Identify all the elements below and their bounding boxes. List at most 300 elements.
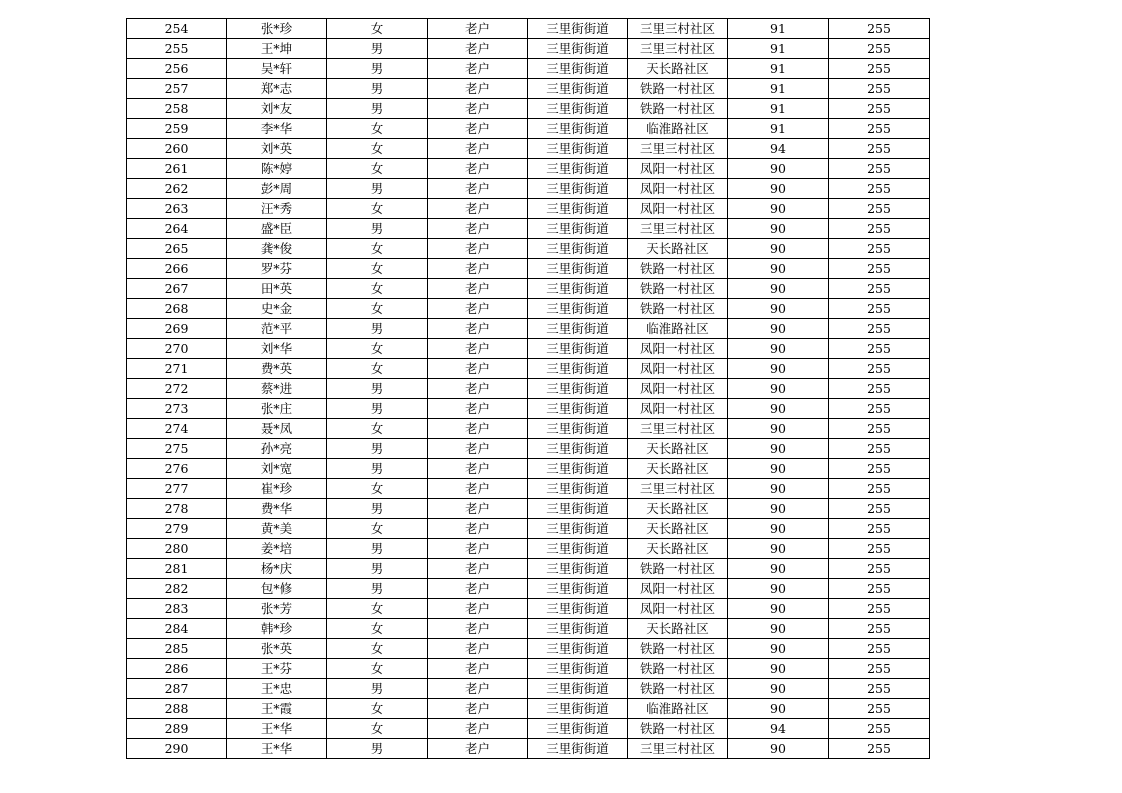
amount-cell: 255: [829, 639, 930, 659]
street-cell: 三里街街道: [528, 639, 628, 659]
household-type-cell: 老户: [428, 499, 528, 519]
table-row: [127, 539, 930, 559]
age-cell: 90: [728, 339, 829, 359]
household-type-cell: 老户: [428, 699, 528, 719]
name-cell: 王*霞: [227, 699, 327, 719]
amount-cell: 255: [829, 439, 930, 459]
row-number-cell: 284: [127, 619, 227, 639]
age-cell: 94: [728, 139, 829, 159]
community-cell: 三里三村社区: [628, 419, 728, 439]
household-type-cell: 老户: [428, 579, 528, 599]
amount-cell: 255: [829, 59, 930, 79]
age-cell: 90: [728, 539, 829, 559]
street-cell: 三里街街道: [528, 419, 628, 439]
row-number-cell: 283: [127, 599, 227, 619]
gender-cell: 男: [327, 59, 428, 79]
row-number-cell: 256: [127, 59, 227, 79]
table-row: [127, 619, 930, 639]
street-cell: 三里街街道: [528, 679, 628, 699]
community-cell: 铁路一村社区: [628, 719, 728, 739]
gender-cell: 女: [327, 119, 428, 139]
household-type-cell: 老户: [428, 519, 528, 539]
roster-table-body: [127, 19, 930, 759]
age-cell: 90: [728, 419, 829, 439]
amount-cell: 255: [829, 279, 930, 299]
age-cell: 90: [728, 659, 829, 679]
household-type-cell: 老户: [428, 139, 528, 159]
row-number-cell: 263: [127, 199, 227, 219]
row-number-cell: 286: [127, 659, 227, 679]
row-number-cell: 278: [127, 499, 227, 519]
age-cell: 90: [728, 179, 829, 199]
age-cell: 90: [728, 559, 829, 579]
age-cell: 94: [728, 719, 829, 739]
street-cell: 三里街街道: [528, 159, 628, 179]
community-cell: 天长路社区: [628, 519, 728, 539]
street-cell: 三里街街道: [528, 339, 628, 359]
household-type-cell: 老户: [428, 379, 528, 399]
gender-cell: 女: [327, 639, 428, 659]
name-cell: 张*珍: [227, 19, 327, 39]
name-cell: 费*英: [227, 359, 327, 379]
gender-cell: 男: [327, 179, 428, 199]
age-cell: 90: [728, 619, 829, 639]
street-cell: 三里街街道: [528, 319, 628, 339]
gender-cell: 男: [327, 39, 428, 59]
gender-cell: 女: [327, 419, 428, 439]
row-number-cell: 269: [127, 319, 227, 339]
age-cell: 90: [728, 439, 829, 459]
age-cell: 90: [728, 579, 829, 599]
amount-cell: 255: [829, 79, 930, 99]
row-number-cell: 276: [127, 459, 227, 479]
gender-cell: 女: [327, 139, 428, 159]
household-type-cell: 老户: [428, 59, 528, 79]
name-cell: 费*华: [227, 499, 327, 519]
amount-cell: 255: [829, 519, 930, 539]
row-number-cell: 274: [127, 419, 227, 439]
household-type-cell: 老户: [428, 79, 528, 99]
age-cell: 90: [728, 499, 829, 519]
community-cell: 铁路一村社区: [628, 99, 728, 119]
row-number-cell: 266: [127, 259, 227, 279]
table-row: [127, 499, 930, 519]
gender-cell: 女: [327, 259, 428, 279]
name-cell: 龚*俊: [227, 239, 327, 259]
amount-cell: 255: [829, 19, 930, 39]
street-cell: 三里街街道: [528, 199, 628, 219]
amount-cell: 255: [829, 419, 930, 439]
table-row: [127, 479, 930, 499]
community-cell: 三里三村社区: [628, 219, 728, 239]
amount-cell: 255: [829, 239, 930, 259]
name-cell: 范*平: [227, 319, 327, 339]
row-number-cell: 282: [127, 579, 227, 599]
street-cell: 三里街街道: [528, 399, 628, 419]
street-cell: 三里街街道: [528, 39, 628, 59]
community-cell: 铁路一村社区: [628, 679, 728, 699]
roster-table: [126, 18, 930, 759]
gender-cell: 女: [327, 199, 428, 219]
age-cell: 91: [728, 39, 829, 59]
age-cell: 90: [728, 219, 829, 239]
row-number-cell: 257: [127, 79, 227, 99]
gender-cell: 男: [327, 739, 428, 759]
row-number-cell: 254: [127, 19, 227, 39]
community-cell: 三里三村社区: [628, 739, 728, 759]
row-number-cell: 280: [127, 539, 227, 559]
age-cell: 90: [728, 699, 829, 719]
street-cell: 三里街街道: [528, 219, 628, 239]
community-cell: 天长路社区: [628, 439, 728, 459]
household-type-cell: 老户: [428, 219, 528, 239]
table-row: [127, 679, 930, 699]
household-type-cell: 老户: [428, 19, 528, 39]
gender-cell: 女: [327, 699, 428, 719]
household-type-cell: 老户: [428, 319, 528, 339]
row-number-cell: 285: [127, 639, 227, 659]
community-cell: 三里三村社区: [628, 39, 728, 59]
age-cell: 90: [728, 479, 829, 499]
community-cell: 凤阳一村社区: [628, 599, 728, 619]
amount-cell: 255: [829, 459, 930, 479]
name-cell: 崔*珍: [227, 479, 327, 499]
name-cell: 王*华: [227, 719, 327, 739]
age-cell: 90: [728, 279, 829, 299]
table-row: [127, 199, 930, 219]
gender-cell: 男: [327, 579, 428, 599]
row-number-cell: 260: [127, 139, 227, 159]
name-cell: 张*芳: [227, 599, 327, 619]
row-number-cell: 279: [127, 519, 227, 539]
household-type-cell: 老户: [428, 619, 528, 639]
community-cell: 凤阳一村社区: [628, 199, 728, 219]
community-cell: 天长路社区: [628, 619, 728, 639]
row-number-cell: 258: [127, 99, 227, 119]
community-cell: 临淮路社区: [628, 319, 728, 339]
street-cell: 三里街街道: [528, 179, 628, 199]
household-type-cell: 老户: [428, 639, 528, 659]
community-cell: 临淮路社区: [628, 699, 728, 719]
household-type-cell: 老户: [428, 539, 528, 559]
gender-cell: 男: [327, 99, 428, 119]
community-cell: 凤阳一村社区: [628, 359, 728, 379]
household-type-cell: 老户: [428, 279, 528, 299]
gender-cell: 男: [327, 539, 428, 559]
gender-cell: 男: [327, 219, 428, 239]
household-type-cell: 老户: [428, 359, 528, 379]
amount-cell: 255: [829, 719, 930, 739]
amount-cell: 255: [829, 599, 930, 619]
row-number-cell: 288: [127, 699, 227, 719]
name-cell: 王*华: [227, 739, 327, 759]
row-number-cell: 290: [127, 739, 227, 759]
gender-cell: 女: [327, 359, 428, 379]
table-row: [127, 139, 930, 159]
street-cell: 三里街街道: [528, 599, 628, 619]
amount-cell: 255: [829, 579, 930, 599]
age-cell: 90: [728, 199, 829, 219]
street-cell: 三里街街道: [528, 739, 628, 759]
community-cell: 凤阳一村社区: [628, 179, 728, 199]
row-number-cell: 259: [127, 119, 227, 139]
amount-cell: 255: [829, 259, 930, 279]
gender-cell: 女: [327, 279, 428, 299]
household-type-cell: 老户: [428, 299, 528, 319]
household-type-cell: 老户: [428, 719, 528, 739]
amount-cell: 255: [829, 179, 930, 199]
community-cell: 铁路一村社区: [628, 659, 728, 679]
street-cell: 三里街街道: [528, 99, 628, 119]
gender-cell: 女: [327, 159, 428, 179]
age-cell: 91: [728, 79, 829, 99]
amount-cell: 255: [829, 539, 930, 559]
table-row: [127, 99, 930, 119]
row-number-cell: 272: [127, 379, 227, 399]
name-cell: 王*忠: [227, 679, 327, 699]
community-cell: 铁路一村社区: [628, 639, 728, 659]
amount-cell: 255: [829, 379, 930, 399]
table-row: [127, 259, 930, 279]
street-cell: 三里街街道: [528, 239, 628, 259]
gender-cell: 男: [327, 559, 428, 579]
street-cell: 三里街街道: [528, 139, 628, 159]
amount-cell: 255: [829, 139, 930, 159]
name-cell: 蔡*进: [227, 379, 327, 399]
amount-cell: 255: [829, 699, 930, 719]
household-type-cell: 老户: [428, 199, 528, 219]
amount-cell: 255: [829, 199, 930, 219]
row-number-cell: 287: [127, 679, 227, 699]
name-cell: 张*庄: [227, 399, 327, 419]
age-cell: 90: [728, 379, 829, 399]
table-row: [127, 659, 930, 679]
row-number-cell: 261: [127, 159, 227, 179]
table-row: [127, 279, 930, 299]
street-cell: 三里街街道: [528, 659, 628, 679]
table-row: [127, 739, 930, 759]
table-row: [127, 579, 930, 599]
gender-cell: 女: [327, 719, 428, 739]
document-page: [126, 18, 929, 759]
gender-cell: 女: [327, 239, 428, 259]
gender-cell: 女: [327, 19, 428, 39]
name-cell: 陈*婷: [227, 159, 327, 179]
amount-cell: 255: [829, 119, 930, 139]
row-number-cell: 275: [127, 439, 227, 459]
household-type-cell: 老户: [428, 399, 528, 419]
gender-cell: 女: [327, 599, 428, 619]
name-cell: 史*金: [227, 299, 327, 319]
street-cell: 三里街街道: [528, 699, 628, 719]
gender-cell: 女: [327, 479, 428, 499]
community-cell: 天长路社区: [628, 59, 728, 79]
table-row: [127, 339, 930, 359]
name-cell: 罗*芬: [227, 259, 327, 279]
age-cell: 90: [728, 399, 829, 419]
street-cell: 三里街街道: [528, 579, 628, 599]
age-cell: 91: [728, 119, 829, 139]
household-type-cell: 老户: [428, 419, 528, 439]
community-cell: 凤阳一村社区: [628, 379, 728, 399]
street-cell: 三里街街道: [528, 619, 628, 639]
age-cell: 90: [728, 259, 829, 279]
age-cell: 90: [728, 519, 829, 539]
household-type-cell: 老户: [428, 239, 528, 259]
age-cell: 90: [728, 239, 829, 259]
name-cell: 孙*亮: [227, 439, 327, 459]
name-cell: 杨*庆: [227, 559, 327, 579]
street-cell: 三里街街道: [528, 19, 628, 39]
name-cell: 王*芬: [227, 659, 327, 679]
household-type-cell: 老户: [428, 739, 528, 759]
name-cell: 聂*凤: [227, 419, 327, 439]
table-row: [127, 19, 930, 39]
table-row: [127, 59, 930, 79]
household-type-cell: 老户: [428, 439, 528, 459]
community-cell: 凤阳一村社区: [628, 579, 728, 599]
household-type-cell: 老户: [428, 459, 528, 479]
table-row: [127, 239, 930, 259]
name-cell: 刘*友: [227, 99, 327, 119]
row-number-cell: 267: [127, 279, 227, 299]
amount-cell: 255: [829, 659, 930, 679]
age-cell: 90: [728, 159, 829, 179]
age-cell: 91: [728, 19, 829, 39]
street-cell: 三里街街道: [528, 59, 628, 79]
community-cell: 凤阳一村社区: [628, 339, 728, 359]
street-cell: 三里街街道: [528, 459, 628, 479]
age-cell: 90: [728, 599, 829, 619]
table-row: [127, 459, 930, 479]
table-row: [127, 419, 930, 439]
amount-cell: 255: [829, 679, 930, 699]
household-type-cell: 老户: [428, 119, 528, 139]
table-row: [127, 519, 930, 539]
amount-cell: 255: [829, 159, 930, 179]
name-cell: 田*英: [227, 279, 327, 299]
street-cell: 三里街街道: [528, 539, 628, 559]
age-cell: 90: [728, 359, 829, 379]
street-cell: 三里街街道: [528, 479, 628, 499]
table-row: [127, 319, 930, 339]
street-cell: 三里街街道: [528, 499, 628, 519]
community-cell: 三里三村社区: [628, 139, 728, 159]
gender-cell: 女: [327, 339, 428, 359]
name-cell: 刘*宽: [227, 459, 327, 479]
table-row: [127, 159, 930, 179]
table-row: [127, 699, 930, 719]
street-cell: 三里街街道: [528, 259, 628, 279]
table-row: [127, 599, 930, 619]
table-row: [127, 39, 930, 59]
name-cell: 姜*培: [227, 539, 327, 559]
street-cell: 三里街街道: [528, 379, 628, 399]
table-row: [127, 359, 930, 379]
community-cell: 铁路一村社区: [628, 259, 728, 279]
table-row: [127, 719, 930, 739]
name-cell: 黄*美: [227, 519, 327, 539]
name-cell: 郑*志: [227, 79, 327, 99]
street-cell: 三里街街道: [528, 719, 628, 739]
row-number-cell: 268: [127, 299, 227, 319]
row-number-cell: 270: [127, 339, 227, 359]
amount-cell: 255: [829, 559, 930, 579]
name-cell: 汪*秀: [227, 199, 327, 219]
household-type-cell: 老户: [428, 259, 528, 279]
age-cell: 91: [728, 99, 829, 119]
household-type-cell: 老户: [428, 659, 528, 679]
amount-cell: 255: [829, 359, 930, 379]
community-cell: 临淮路社区: [628, 119, 728, 139]
row-number-cell: 265: [127, 239, 227, 259]
community-cell: 天长路社区: [628, 239, 728, 259]
row-number-cell: 273: [127, 399, 227, 419]
household-type-cell: 老户: [428, 179, 528, 199]
community-cell: 铁路一村社区: [628, 299, 728, 319]
age-cell: 90: [728, 679, 829, 699]
gender-cell: 女: [327, 659, 428, 679]
row-number-cell: 271: [127, 359, 227, 379]
row-number-cell: 262: [127, 179, 227, 199]
community-cell: 铁路一村社区: [628, 559, 728, 579]
table-row: [127, 219, 930, 239]
gender-cell: 女: [327, 519, 428, 539]
name-cell: 包*修: [227, 579, 327, 599]
household-type-cell: 老户: [428, 479, 528, 499]
household-type-cell: 老户: [428, 599, 528, 619]
name-cell: 韩*珍: [227, 619, 327, 639]
table-row: [127, 179, 930, 199]
amount-cell: 255: [829, 319, 930, 339]
row-number-cell: 281: [127, 559, 227, 579]
gender-cell: 男: [327, 499, 428, 519]
gender-cell: 女: [327, 619, 428, 639]
household-type-cell: 老户: [428, 559, 528, 579]
gender-cell: 男: [327, 459, 428, 479]
table-row: [127, 79, 930, 99]
amount-cell: 255: [829, 619, 930, 639]
household-type-cell: 老户: [428, 159, 528, 179]
row-number-cell: 255: [127, 39, 227, 59]
community-cell: 铁路一村社区: [628, 279, 728, 299]
street-cell: 三里街街道: [528, 559, 628, 579]
age-cell: 90: [728, 299, 829, 319]
street-cell: 三里街街道: [528, 299, 628, 319]
name-cell: 吴*轩: [227, 59, 327, 79]
community-cell: 三里三村社区: [628, 19, 728, 39]
street-cell: 三里街街道: [528, 119, 628, 139]
household-type-cell: 老户: [428, 339, 528, 359]
row-number-cell: 264: [127, 219, 227, 239]
row-number-cell: 289: [127, 719, 227, 739]
table-row: [127, 299, 930, 319]
table-row: [127, 439, 930, 459]
table-row: [127, 379, 930, 399]
community-cell: 天长路社区: [628, 499, 728, 519]
gender-cell: 男: [327, 679, 428, 699]
street-cell: 三里街街道: [528, 439, 628, 459]
name-cell: 王*坤: [227, 39, 327, 59]
gender-cell: 男: [327, 79, 428, 99]
amount-cell: 255: [829, 339, 930, 359]
street-cell: 三里街街道: [528, 279, 628, 299]
street-cell: 三里街街道: [528, 79, 628, 99]
amount-cell: 255: [829, 219, 930, 239]
age-cell: 90: [728, 739, 829, 759]
gender-cell: 男: [327, 439, 428, 459]
age-cell: 90: [728, 319, 829, 339]
